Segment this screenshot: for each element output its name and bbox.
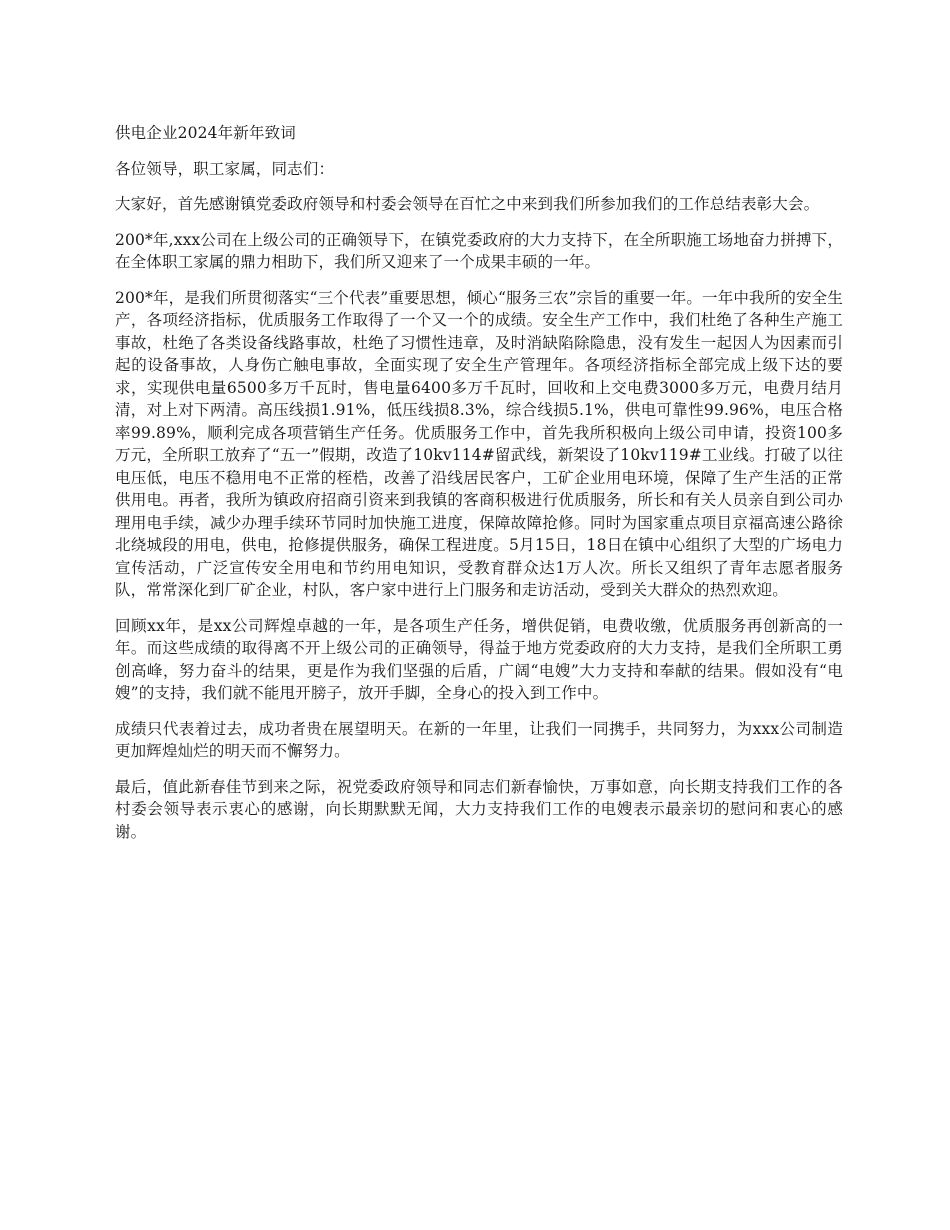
- paragraph-greeting: 大家好，首先感谢镇党委政府领导和村委会领导在百忙之中来到我们所参加我们的工作总结表彰大会。: [115, 195, 820, 213]
- paragraph-closing: 最后，值此新春佳节到来之际，祝党委政府领导和同志们新春愉快，万事如意，向长期支持我们工作的各村委会领导表示衷心的感谢，向长期默默无闻，大力支持我们工作的电嫂表示最亲切的慰问和衷心的感谢。: [115, 777, 843, 841]
- document-title: 供电企业2024年新年致词: [115, 124, 296, 142]
- paragraph-overview: 200*年,xxx公司在上级公司的正确领导下，在镇党委政府的大力支持下，在全所职施工场地奋力拼搏下，在全体职工家属的鼎力相助下，我们所又迎来了一个成果丰硕的一年。: [115, 230, 843, 271]
- paragraph-review: 回顾xx年，是xx公司辉煌卓越的一年，是各项生产任务，增供促销，电费收缴，优质服务再创新高的一年。而这些成绩的取得离不开上级公司的正确领导，得益于地方党委政府的大力支持，是我们全所职工勇创高峰，努力奋斗的结果，更是作为我们坚强的后盾，广阔“电嫂”大力支持和奉献的结果。假如没有“电嫂”的支持，我们就不能甩开膀子，放开手脚，全身心的投入到工作中。: [115, 616, 843, 702]
- paragraph-achievements: 200*年，是我们所贯彻落实“三个代表”重要思想，倾心“服务三农”宗旨的重要一年。一年中我所的安全生产，各项经济指标，优质服务工作取得了一个又一个的成绩。安全生产工作中，我们杜绝了各种生产施工事故，杜绝了各类设备线路事故，杜绝了习惯性违章，及时消缺陷除隐患，没有发生一起因人为因素而引起的设备事故，人身伤亡触电事故，全面实现了安全生产管理年。各项经济指标全部完成上级下达的要求，实现供电量6500多万千瓦时，售电量6400多万千瓦时，回收和上交电费3000多万元，电费月结月清，对上对下两清。高压线损1.91%，低压线损8.3%，综合线损5.1%，供电可靠性99.96%，电压合格率99.89%，顺利完成各项营销生产任务。优质服务工作中，首先我所积极向上级公司申请，投资100多万元，全所职工放弃了“五一”假期，改造了10kv114#留武线，新架设了10kv119#工业线。打破了以往电压低，电压不稳用电不正常的桎梏，改善了沿线居民客户，工矿企业用电环境，保障了生产生活的正常供用电。再者，我所为镇政府招商引资来到我镇的客商积极进行优质服务，所长和有关人员亲自到公司办理用电手续，减少办理手续环节同时加快施工进度，保障故障抢修。同时为国家重点项目京福高速公路徐北绕城段的用电，供电，抢修提供服务，确保工程进度。5月15日，18日在镇中心组织了大型的广场电力宣传活动，广泛宣传安全用电和节约用电知识，受教育群众达1万人次。所长又组织了青年志愿者服务队，常常深化到厂矿企业，村队，客户家中进行上门服务和走访活动，受到关大群众的热烈欢迎。: [115, 288, 843, 599]
- paragraph-outlook: 成绩只代表着过去，成功者贵在展望明天。在新的一年里，让我们一同携手，共同努力，为xxx公司制造更加辉煌灿烂的明天而不懈努力。: [115, 719, 843, 760]
- salutation: 各位领导，职工家属，同志们：: [115, 159, 335, 178]
- document-body: [115, 122, 843, 856]
